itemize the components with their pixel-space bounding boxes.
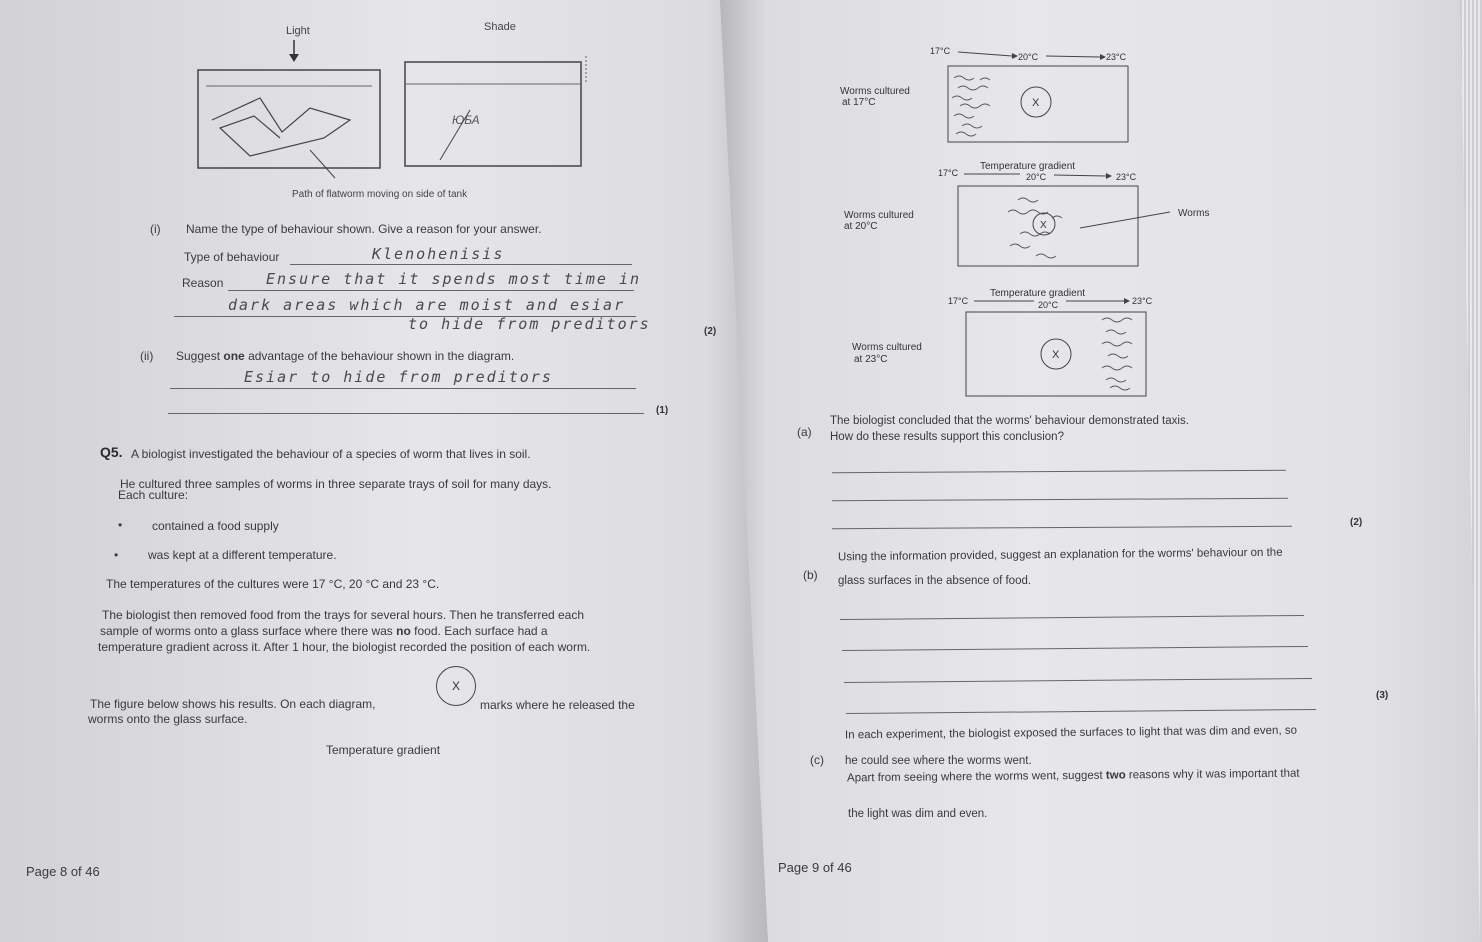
d1-temp-23: 23°C	[1106, 52, 1127, 62]
diagram-17c	[830, 40, 1140, 150]
d3-label-1: Worms cultured	[852, 342, 922, 353]
light-tank	[198, 70, 380, 168]
q5-para2	[100, 624, 548, 638]
q5-number: Q5.	[100, 444, 123, 460]
q-b-marks: (3)	[1376, 690, 1389, 701]
q5-fig-line-after: marks where he released the	[480, 698, 635, 712]
q5-para2-before: sample of worms onto a glass surface where there was	[100, 624, 393, 638]
d1-release-x: X	[1032, 97, 1040, 109]
left-page-number: Page 8 of 46	[26, 864, 100, 879]
q5-para3: temperature gradient across it. After 1 hour, the biologist recorded the position of each worm.	[98, 640, 591, 654]
d2-temp-20: 20°C	[1026, 172, 1047, 182]
q5-fig-line-before: The figure below shows his results. On each diagram,	[90, 697, 376, 711]
d3-temp-23: 23°C	[1132, 296, 1153, 306]
type-of-behaviour-label: Type of behaviour	[184, 250, 280, 264]
q5-para1: The biologist then removed food from the trays for several hours. Then he transferred each	[102, 608, 585, 622]
answer-line	[170, 388, 636, 389]
right-page-number: Page 9 of 46	[778, 860, 852, 875]
q-c-line3-bold: two	[1105, 769, 1126, 782]
type-answer-handwriting: Klenohenisis	[372, 245, 505, 263]
reason-answer-1: Ensure that it spends most time in	[266, 270, 642, 288]
d3-gradient: Temperature gradient	[990, 288, 1086, 299]
tank-handwriting: ЮБА	[452, 113, 480, 127]
d2-gradient: Temperature gradient	[980, 161, 1076, 172]
q-b-line2: glass surfaces in the absence of food.	[838, 575, 1032, 587]
d2-label-1: Worms cultured	[844, 210, 914, 221]
diagram-23c	[840, 282, 1160, 400]
d2-release-x: X	[1040, 220, 1047, 231]
q5-para2-bold: no	[396, 624, 411, 638]
q5-fig-line2: worms onto the glass surface.	[88, 712, 248, 726]
q-a-line1: The biologist concluded that the worms' behaviour demonstrated taxis.	[830, 415, 1189, 427]
worms-label: Worms	[1178, 208, 1210, 219]
q-i-number: (i)	[150, 222, 161, 236]
q-a-marks: (2)	[1350, 517, 1363, 528]
q-ii-prompt-after: advantage of the behaviour shown in the diagram.	[248, 349, 515, 363]
q-ii-marks: (1)	[656, 405, 669, 416]
q-c-number: (c)	[810, 753, 824, 767]
bullet-icon: •	[118, 518, 123, 532]
d2-label-2: at 20°C	[844, 221, 878, 232]
q-a-line2: How do these results support this conclusion?	[830, 431, 1064, 443]
diagram-20c	[830, 156, 1230, 270]
q-b-line1: Using the information provided, suggest an explanation for the worms' behaviour on the	[837, 546, 1283, 564]
answer-line	[290, 264, 632, 265]
q5-para2-after: food. Each surface had a	[414, 624, 548, 638]
release-point-icon: X	[436, 666, 476, 706]
q-ii-answer-handwriting: Esiar to hide from preditors	[244, 368, 553, 386]
worms-cluster	[1102, 318, 1132, 390]
temperature-gradient-label: Temperature gradient	[326, 743, 441, 757]
q-ii-prompt	[176, 349, 514, 363]
bullet-icon: •	[114, 548, 119, 562]
d1-temp-20: 20°C	[1018, 52, 1039, 62]
arrow-icon	[1124, 298, 1130, 304]
arrow-icon	[1106, 173, 1112, 179]
q-c-line3-after: reasons why it was important that	[1128, 767, 1300, 782]
q-c-line2: he could see where the worms went.	[845, 755, 1032, 767]
q5-line2: Each culture:	[118, 488, 189, 502]
q5-temps-line: The temperatures of the cultures were 17 °C, 20 °C and 23 °C.	[106, 577, 440, 591]
q-c-line1: In each experiment, the biologist exposed the surfaces to light that was dim and even, so	[844, 724, 1298, 742]
q-c-line4: the light was dim and even.	[848, 808, 988, 820]
reason-label: Reason	[182, 276, 224, 290]
answer-line	[228, 290, 634, 291]
shade-label: Shade	[484, 21, 516, 33]
q-ii-prompt-before: Suggest	[176, 349, 221, 363]
d3-label-2: at 23°C	[854, 354, 888, 365]
q5-bullet2: was kept at a different temperature.	[148, 548, 337, 562]
reason-answer-2: dark areas which are moist and esiar	[228, 296, 626, 314]
d1-label-1: Worms cultured	[840, 86, 910, 97]
d1-temp-17: 17°C	[930, 46, 951, 56]
q-ii-prompt-bold: one	[223, 349, 245, 363]
light-label: Light	[286, 25, 310, 37]
q-i-prompt: Name the type of behaviour shown. Give a reason for your answer.	[186, 222, 542, 236]
q5-intro: A biologist investigated the behaviour of a species of worm that lives in soil.	[131, 447, 531, 461]
answer-line	[168, 413, 644, 414]
d3-release-x: X	[1052, 349, 1060, 361]
d1-label-2: at 17°C	[842, 97, 876, 108]
d2-temp-17: 17°C	[938, 168, 959, 178]
flatworm-path	[212, 98, 350, 156]
q5-bullet1: contained a food supply	[152, 519, 279, 533]
d2-temp-23: 23°C	[1116, 172, 1137, 182]
shade-tank	[405, 62, 581, 166]
d3-temp-17: 17°C	[948, 296, 969, 306]
q-b-number: (b)	[803, 568, 818, 582]
worms-cluster	[952, 76, 990, 136]
q-a-number: (a)	[797, 425, 812, 439]
d3-temp-20: 20°C	[1038, 300, 1059, 310]
flatworm-tank-figure	[190, 20, 600, 200]
q5-line1: He cultured three samples of worms in three separate trays of soil for many days.	[120, 477, 552, 491]
q-c-line3-before: Apart from seeing where the worms went, suggest	[846, 769, 1103, 785]
q-i-marks: (2)	[704, 326, 717, 337]
reason-answer-3: to hide from preditors	[408, 315, 651, 333]
figure-caption: Path of flatworm moving on side of tank	[292, 189, 468, 200]
q-ii-number: (ii)	[140, 349, 154, 363]
light-arrow-icon	[289, 54, 299, 62]
